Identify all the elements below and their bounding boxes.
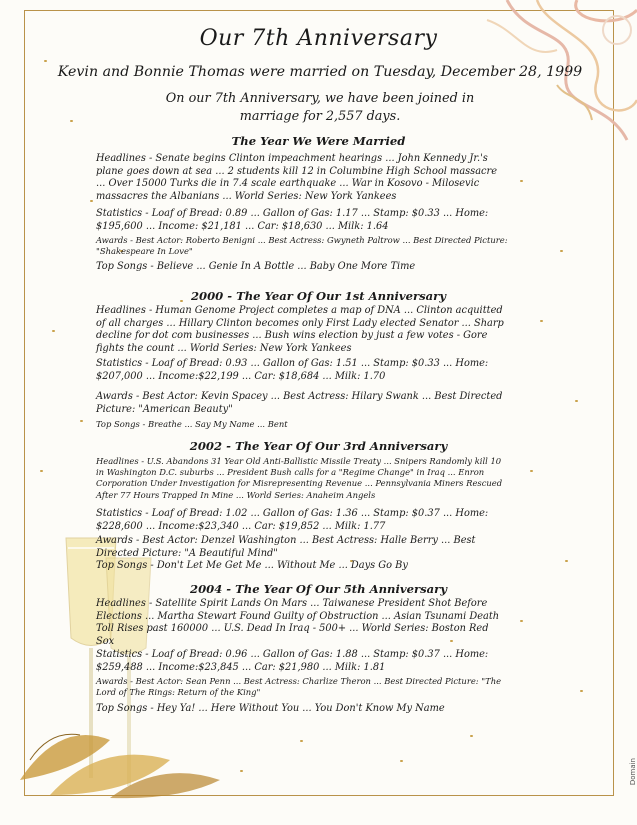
section-awards: Awards - Best Actor: Kevin Spacey ... Best Actress: Hilary Swank ... Best Directed Picture: "American Beauty" bbox=[96, 391, 503, 415]
section-statistics: Statistics - Loaf of Bread: 0.96 ... Gallon of Gas: 1.88 ... Stamp: $0.37 ... Home: $259,488 ... Income:$23,845 ... Car: $21,980 ... Milk: 1.81 bbox=[96, 649, 489, 673]
section-headlines: Headlines - Senate begins Clinton impeachment hearings ... John Kennedy Jr.'s plane goes down at sea ... 2 students kill 12 in Columbine High School massacre ... Over 15000 Turks die in 7.4 scale earthquake ... War in Kosovo - Milosevic massacres the Albanians ... World Series: New York Yankees bbox=[96, 153, 498, 202]
footer-mark: Domain bbox=[629, 758, 637, 786]
section-top-songs: Top Songs - Don't Let Me Get Me ... Without Me ... Days Go By bbox=[96, 560, 408, 571]
section-top-songs: Top Songs - Believe ... Genie In A Bottle ... Baby One More Time bbox=[96, 261, 416, 272]
section-headlines: Headlines - Satellite Spirit Lands On Mars ... Taiwanese President Shot Before Elections ... Martha Stewart Found Guilty of Obstruction ... Asian Tsunami Death Toll Rises past 160000 ... U.S. Dead In Iraq - 500+ ... World Series: Boston Red Sox bbox=[96, 598, 500, 647]
section-statistics: Statistics - Loaf of Bread: 0.89 ... Gallon of Gas: 1.17 ... Stamp: $0.33 ... Home: $195,600 ... Income: $21,181 ... Car: $18,630 ... Milk: 1.64 bbox=[96, 208, 489, 232]
section-awards: Awards - Best Actor: Denzel Washington ... Best Actress: Halle Berry ... Best Directed Picture: "A Beautiful Mind" bbox=[96, 535, 476, 559]
document-title: Our 7th Anniversary bbox=[199, 26, 438, 51]
section-heading: 2000 - The Year Of Our 1st Anniversary bbox=[190, 289, 447, 303]
section-statistics: Statistics - Loaf of Bread: 1.02 ... Gallon of Gas: 1.36 ... Stamp: $0.37 ... Home: $228,600 ... Income:$23,340 ... Car: $19,852 ... Milk: 1.77 bbox=[96, 508, 489, 532]
section-heading: 2002 - The Year Of Our 3rd Anniversary bbox=[189, 439, 448, 453]
section-top-songs: Top Songs - Breathe ... Say My Name ... Bent bbox=[96, 419, 288, 429]
section-statistics: Statistics - Loaf of Bread: 0.93 ... Gallon of Gas: 1.51 ... Stamp: $0.33 ... Home: $207,000 ... Income:$22,199 ... Car: $18,684 ... Milk: 1.70 bbox=[96, 358, 489, 382]
intro-text: On our 7th Anniversary, we have been joined in marriage for 2,557 days. bbox=[165, 91, 475, 124]
section-headlines: Headlines - U.S. Abandons 31 Year Old Anti-Ballistic Missile Treaty ... Snipers Randomly kill 10 in Washington D.C. suburbs ... President Bush calls for a "Regime Change" in Iraq ... Enron Corporation Under Investigation for Misrepresenting Revenue ... Pennsylvania Miners Rescued After 77 Hours Trapped In Mine ... World Series: Anaheim Angels bbox=[96, 456, 503, 500]
section-top-songs: Top Songs - Hey Ya! ... Here Without You ... You Don't Know My Name bbox=[96, 703, 445, 714]
section-heading: 2004 - The Year Of Our 5th Anniversary bbox=[190, 582, 447, 596]
section-heading: The Year We Were Married bbox=[231, 134, 406, 148]
section-awards: Awards - Best Actor: Roberto Benigni ... Best Actress: Gwyneth Paltrow ... Best Directed Picture: "Shakespeare In Love" bbox=[96, 235, 508, 257]
document-subtitle: Kevin and Bonnie Thomas were married on Tuesday, December 28, 1999 bbox=[57, 64, 583, 80]
section-headlines: Headlines - Human Genome Project completes a map of DNA ... Clinton acquitted of all charges ... Hillary Clinton becomes only First Lady elected Senator ... Sharp decline for dot com businesses ... Bush wins election by just a few votes - Gore fights the count ... World Series: New York Yankees bbox=[96, 305, 504, 354]
section-awards: Awards - Best Actor: Sean Penn ... Best Actress: Charlize Theron ... Best Directed Picture: "The Lord of The Rings: Return of the King" bbox=[96, 676, 502, 698]
